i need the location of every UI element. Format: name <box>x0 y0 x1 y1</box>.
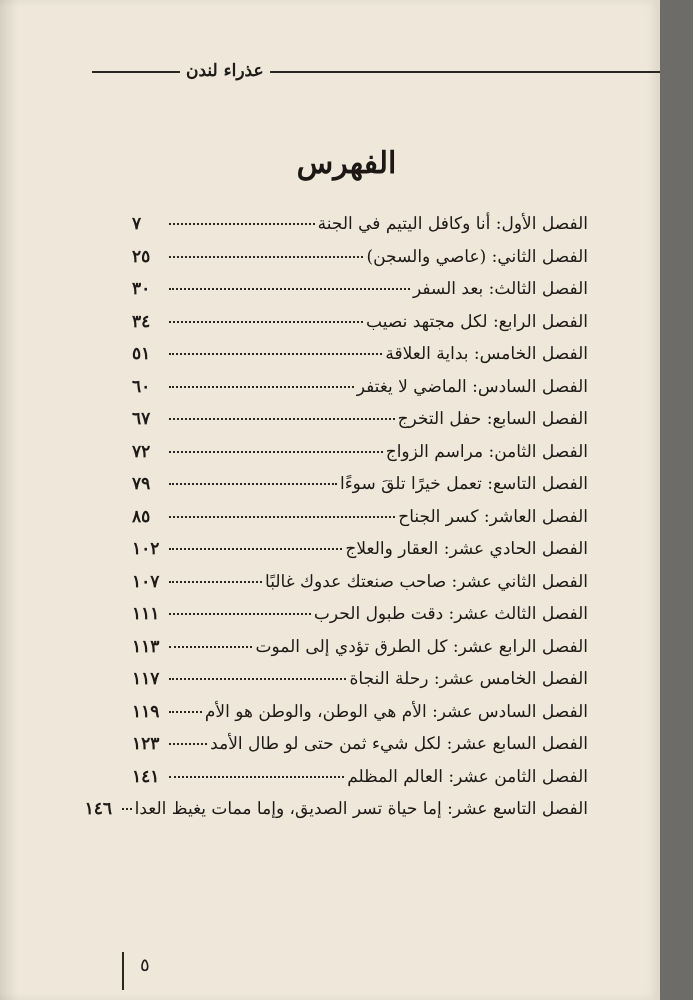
dot-leader <box>122 808 132 810</box>
toc-entry <box>132 604 588 637</box>
dot-leader <box>169 548 342 550</box>
toc-entry-title: الفصل الأول: أنا وكافل اليتيم في الجنة <box>317 214 588 234</box>
toc-entry-page: ٧٢ <box>132 441 151 462</box>
toc-entry-page: ١٤١ <box>132 766 160 787</box>
dot-leader <box>169 353 382 355</box>
toc-entry <box>132 734 588 767</box>
toc-entry-title: الفصل الثامن: مراسم الزواج <box>385 441 588 462</box>
toc-entry <box>132 247 588 280</box>
toc-entry <box>132 637 588 670</box>
toc-entry-page: ١١١ <box>132 604 160 624</box>
dot-leader <box>169 711 202 713</box>
header-rule <box>92 71 660 73</box>
toc-entry-title: الفصل السادس عشر: الأم هي الوطن، والوطن هو الأم <box>204 701 588 722</box>
toc-entry-page: ١١٣ <box>132 636 160 657</box>
toc-entry-title: الفصل الثامن عشر: العالم المظلم <box>347 766 588 787</box>
toc-entry-title: الفصل السابع عشر: لكل شيء ثمن حتى لو طال الأمد <box>210 734 588 754</box>
toc-entry-title: الفصل التاسع: تعمل خيرًا تلقَ سوءًا <box>339 474 588 494</box>
toc-entry-page: ٥١ <box>132 344 151 364</box>
toc-entry <box>84 799 588 832</box>
toc-entry <box>132 279 588 312</box>
dot-leader <box>169 321 363 323</box>
dot-leader <box>169 223 315 225</box>
toc-entry <box>132 539 588 572</box>
dot-leader <box>169 418 395 420</box>
toc-entry <box>132 214 588 247</box>
toc-heading: الفهرس <box>296 146 397 181</box>
toc-entry-page: ١٠٧ <box>132 571 160 592</box>
running-header <box>92 58 660 86</box>
dot-leader <box>169 386 354 388</box>
toc-entry-page: ٣٤ <box>132 311 151 332</box>
toc-entry-title: الفصل التاسع عشر: إما حياة تسر الصديق، وإما ممات يغيظ العدا <box>134 799 588 819</box>
toc-entry-page: ١١٩ <box>132 701 160 722</box>
toc-entry-page: ٣٠ <box>132 279 151 299</box>
toc-entry-page: ١٤٦ <box>84 799 113 819</box>
dot-leader <box>169 581 262 583</box>
page-number: ٥ <box>140 955 150 976</box>
toc-entry-page: ٢٥ <box>132 246 151 267</box>
dot-leader <box>169 776 344 778</box>
toc-entry-title: الفصل الثالث عشر: دقت طبول الحرب <box>313 604 588 624</box>
toc-entry <box>132 442 588 475</box>
toc-entry-title: الفصل الثالث: بعد السفر <box>412 279 588 299</box>
dot-leader <box>169 256 363 258</box>
dot-leader <box>169 451 383 453</box>
dot-leader <box>169 743 207 745</box>
toc-entry <box>132 377 588 410</box>
toc-entry <box>132 767 588 800</box>
dot-leader <box>169 613 311 615</box>
toc-entry-title: الفصل الثاني: (عاصي والسجن) <box>366 246 588 267</box>
book-title: عذراء لندن <box>180 58 270 84</box>
toc-entry-title: الفصل السادس: الماضي لا يغتفر <box>356 376 588 397</box>
toc-entry-title: الفصل الخامس عشر: رحلة النجاة <box>349 669 588 689</box>
toc-entry <box>132 474 588 507</box>
toc-entry <box>132 409 588 442</box>
toc-entry-title: الفصل الرابع: لكل مجتهد نصيب <box>366 311 588 332</box>
dot-leader <box>169 516 395 518</box>
toc-entry <box>132 572 588 605</box>
toc-entry-title: الفصل الخامس: بداية العلاقة <box>385 344 588 364</box>
toc-entry-page: ١٢٣ <box>132 734 160 754</box>
dot-leader <box>169 678 346 680</box>
dot-leader <box>169 288 410 290</box>
toc-entry-page: ٧٩ <box>132 474 151 494</box>
toc-entry-page: ٨٥ <box>132 506 151 527</box>
toc-entry <box>132 669 588 702</box>
dot-leader <box>169 646 252 648</box>
dot-leader <box>169 483 337 485</box>
toc-entry-page: ٦٠ <box>132 376 151 397</box>
toc-entry-title: الفصل العاشر: كسر الجناح <box>398 506 588 527</box>
toc-entry <box>132 507 588 540</box>
toc-entry-title: الفصل الثاني عشر: صاحب صنعتك عدوك غالبًا <box>265 571 588 592</box>
toc-entry <box>132 344 588 377</box>
toc-entry-title: الفصل الحادي عشر: العقار والعلاج <box>345 539 588 559</box>
toc-entry <box>132 702 588 735</box>
toc-entry-page: ٧ <box>132 214 142 234</box>
toc-entry-title: الفصل السابع: حفل التخرج <box>397 409 588 429</box>
toc-entry-page: ١١٧ <box>132 669 160 689</box>
toc-entry-page: ١٠٢ <box>132 539 160 559</box>
toc-list <box>84 214 588 832</box>
toc-entry-page: ٦٧ <box>132 409 151 429</box>
footer-rule <box>122 952 124 990</box>
toc-entry <box>132 312 588 345</box>
toc-entry-title: الفصل الرابع عشر: كل الطرق تؤدي إلى الموت <box>255 636 588 657</box>
